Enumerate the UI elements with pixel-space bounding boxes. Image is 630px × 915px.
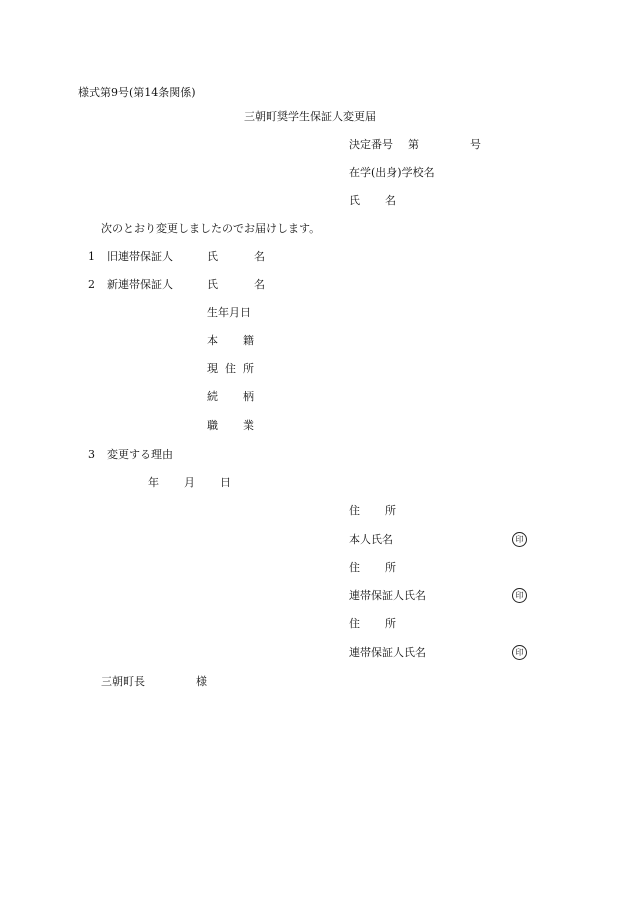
name-label-mei: 名	[385, 194, 396, 207]
document-title: 三朝町奨学生保証人変更届	[244, 110, 376, 123]
sig2-address-b: 所	[385, 561, 396, 574]
item2-label: 新連帯保証人	[107, 278, 173, 291]
intro-text: 次のとおり変更しましたのでお届けします。	[101, 222, 321, 235]
item1-number: 1	[88, 250, 95, 263]
item2-relation-b: 柄	[243, 390, 254, 403]
item1-name-mei: 名	[254, 250, 265, 263]
item1-label: 旧連帯保証人	[107, 250, 173, 263]
guarantor2-name-label: 連帯保証人氏名	[349, 646, 426, 659]
guarantor1-name-label: 連帯保証人氏名	[349, 589, 426, 602]
decision-number-label: 決定番号	[349, 138, 393, 151]
item2-name-shi: 氏	[207, 278, 218, 291]
sig3-address-a: 住	[349, 617, 360, 630]
seal-stamp-icon: 印	[512, 588, 527, 603]
item3-label: 変更する理由	[107, 448, 173, 461]
item2-occupation-a: 職	[207, 419, 218, 432]
sig1-address-b: 所	[385, 504, 396, 517]
item2-occupation-b: 業	[243, 419, 254, 432]
item3-number: 3	[88, 448, 95, 461]
item2-honseki-b: 籍	[243, 334, 254, 347]
item1-name-shi: 氏	[207, 250, 218, 263]
seal-stamp-icon: 印	[512, 532, 527, 547]
item2-birthdate-label: 生年月日	[207, 306, 251, 319]
school-name-label: 在学(出身)学校名	[349, 166, 435, 179]
item2-honseki-a: 本	[207, 334, 218, 347]
item2-number: 2	[88, 278, 95, 291]
item2-name-mei: 名	[254, 278, 265, 291]
sig1-address-a: 住	[349, 504, 360, 517]
decision-number-dai: 第	[408, 138, 419, 151]
item2-relation-a: 続	[207, 390, 218, 403]
date-year: 年	[148, 476, 159, 489]
applicant-name-label: 本人氏名	[349, 533, 393, 546]
sig3-address-b: 所	[385, 617, 396, 630]
seal-stamp-icon: 印	[512, 645, 527, 660]
date-day: 日	[220, 476, 231, 489]
form-number: 様式第9号(第14条関係)	[78, 86, 196, 99]
decision-number-go: 号	[470, 138, 481, 151]
recipient-name: 三朝町長	[101, 675, 145, 688]
item2-address-b: 住	[225, 362, 236, 375]
item2-address-a: 現	[207, 362, 218, 375]
sig2-address-a: 住	[349, 561, 360, 574]
name-label-shi: 氏	[349, 194, 360, 207]
item2-address-c: 所	[243, 362, 254, 375]
recipient-sama: 様	[196, 675, 207, 688]
date-month: 月	[184, 476, 195, 489]
